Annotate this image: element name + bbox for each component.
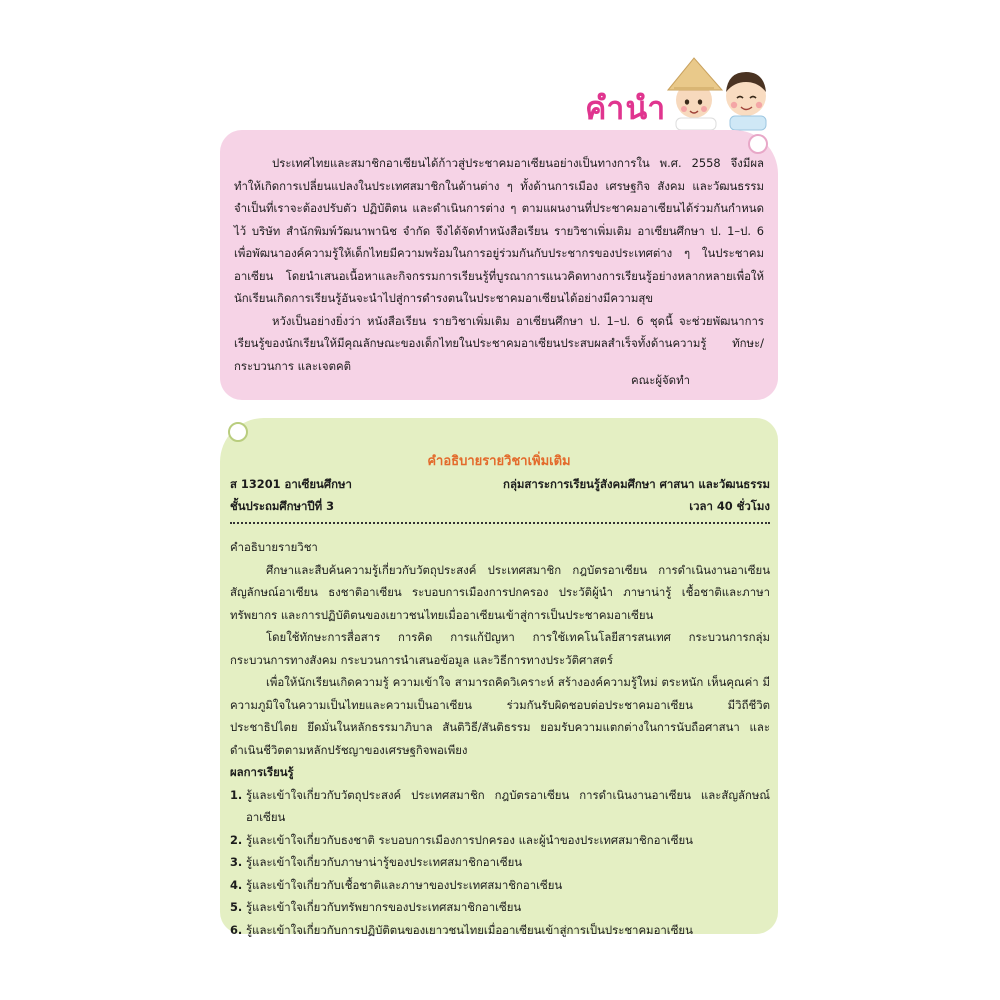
foreword-body [234, 152, 764, 377]
foreword-panel [220, 130, 778, 400]
course-code: ส 13201 อาเซียนศึกษา [230, 477, 352, 491]
child-with-hat [668, 58, 722, 130]
outcome-text: รู้และเข้าใจเกี่ยวกับทรัพยากรของประเทศสมาชิกอาเซียน [246, 900, 522, 914]
outcome-number: 6. [230, 922, 243, 937]
outcome-number: 2. [230, 832, 243, 847]
child-boy [726, 72, 766, 130]
list-item [230, 784, 770, 829]
outcome-text: รู้และเข้าใจเกี่ยวกับภาษาน่ารู้ของประเทศสมาชิกอาเซียน [246, 855, 523, 869]
outcome-number: 4. [230, 877, 243, 892]
list-item [230, 874, 770, 897]
outcome-text: รู้และเข้าใจเกี่ยวกับวัตถุประสงค์ ประเทศสมาชิก กฎบัตรอาเซียน การดำเนินงานอาเซียน และสัญลักษณ์อาเซียน [246, 787, 770, 824]
page-title: คำนำ [585, 89, 667, 127]
outcomes-heading: ผลการเรียนรู้ [230, 765, 294, 779]
foreword-signature: คณะผู้จัดทำ [631, 373, 690, 387]
course-grade: ชั้นประถมศึกษาปีที่ 3 [230, 499, 335, 513]
list-item [230, 919, 770, 942]
foreword-paragraph: หวังเป็นอย่างยิ่งว่า หนังสือเรียน รายวิชาเพิ่มเติม อาเซียนศึกษา ป. 1–ป. 6 ชุดนี้ จะช่วยพัฒนาการเรียนรู้ของนักเรียนให้มีคุณลักษณะของเด็กไทยในประชาคมอาเซียนประสบผลสำเร็จทั้งด้านความรู้ ทักษะ/กระบวนการ และเจตคติ [234, 313, 764, 373]
outcomes-list [230, 784, 770, 942]
course-group: กลุ่มสาระการเรียนรู้สังคมศึกษา ศาสนา และวัฒนธรรม [503, 477, 770, 491]
children-illustration [664, 52, 776, 132]
course-time: เวลา 40 ชั่วโมง [689, 499, 770, 513]
outcome-text: รู้และเข้าใจเกี่ยวกับธงชาติ ระบอบการเมืองการปกครอง และผู้นำของประเทศสมาชิกอาเซียน [246, 832, 693, 847]
list-item [230, 829, 770, 852]
dotted-divider [230, 518, 770, 524]
outcome-number: 1. [230, 787, 243, 802]
description-paragraph: เพื่อให้นักเรียนเกิดความรู้ ความเข้าใจ สามารถคิดวิเคราะห์ สร้างองค์ความรู้ใหม่ ตระหนัก เห็นคุณค่า มีความภูมิใจในความเป็นไทยและความเป็นอาเซียน ร่วมกันรับผิดชอบต่อประชาคมอาเซียน มีวิถีชีวิตประชาธิปไตย ยึดมั่นในหลักธรรมาภิบาล สันติวิธี/สันติธรรม ยอมรับความแตกต่างในการนับถือศาสนา และดำเนินชีวิตตามหลักปรัชญาของเศรษฐกิจพอเพียง [230, 675, 770, 757]
outcome-text: รู้และเข้าใจเกี่ยวกับเชื้อชาติและภาษาของประเทศสมาชิกอาเซียน [246, 877, 563, 892]
description-heading: คำอธิบายรายวิชา [230, 540, 318, 554]
outcome-number: 5. [230, 900, 243, 914]
course-description-panel [220, 418, 778, 937]
course-title: คำอธิบายรายวิชาเพิ่มเติม [427, 454, 571, 469]
description-paragraph: ศึกษาและสืบค้นความรู้เกี่ยวกับวัตถุประสงค์ ประเทศสมาชิก กฎบัตรอาเซียน การดำเนินงานอาเซียน สัญลักษณ์อาเซียน ธงชาติอาเซียน ระบอบการเมืองการปกครอง ประวัติผู้นำ ภาษาน่ารู้ เชื้อชาติและภาษา ทรัพยากร และการปฏิบัติตนของเยาวชนไทยเมื่ออาเซียนเข้าสู่การเป็นประชาคมอาเซียน [230, 562, 770, 622]
list-item [230, 896, 770, 919]
outcome-text: รู้และเข้าใจเกี่ยวกับการปฏิบัติตนของเยาวชนไทยเมื่ออาเซียนเข้าสู่การเป็นประชาคมอาเซียน [246, 922, 693, 937]
panel-corner-dot [228, 422, 248, 442]
outcome-number: 3. [230, 855, 243, 869]
foreword-paragraph: ประเทศไทยและสมาชิกอาเซียนได้ก้าวสู่ประชาคมอาเซียนอย่างเป็นทางการใน พ.ศ. 2558 จึงมีผลทำให้เกิดการเปลี่ยนแปลงในประเทศสมาชิกในด้านต่าง ๆ ทั้งด้านการเมือง เศรษฐกิจ สังคม และวัฒนธรรม จำเป็นที่เราจะต้องปรับตัว ปฏิบัติตน และดำเนินการต่าง ๆ ตามแผนงานที่ประชาคมอาเซียนได้ร่วมกันกำหนดไว้ บริษัท สำนักพิมพ์วัฒนาพานิช จำกัด จึงได้จัดทำหนังสือเรียน รายวิชาเพิ่มเติม อาเซียนศึกษา ป. 1–ป. 6 เพื่อพัฒนาองค์ความรู้ให้เด็กไทยมีความพร้อมในการอยู่ร่วมกันกับประชากรของประเทศต่าง ๆ ในประชาคมอาเซียน โดยนำเสนอเนื้อหาและกิจกรรมการเรียนรู้ที่บูรณาการแนวคิดทางการเรียนรู้อย่างหลากหลายเพื่อให้นักเรียนเกิดการเรียนรู้อันจะนำไปสู่การดำรงตนในประชาคมอาเซียนได้อย่างมีความสุข [234, 156, 764, 305]
description-paragraph: โดยใช้ทักษะการสื่อสาร การคิด การแก้ปัญหา การใช้เทคโนโลยีสารสนเทศ กระบวนการกลุ่ม กระบวนการทางสังคม กระบวนการนำเสนอข้อมูล และวิธีการทางประวัติศาสตร์ [230, 630, 770, 667]
panel-corner-dot [748, 134, 768, 154]
course-description-body [230, 536, 770, 941]
list-item [230, 851, 770, 874]
